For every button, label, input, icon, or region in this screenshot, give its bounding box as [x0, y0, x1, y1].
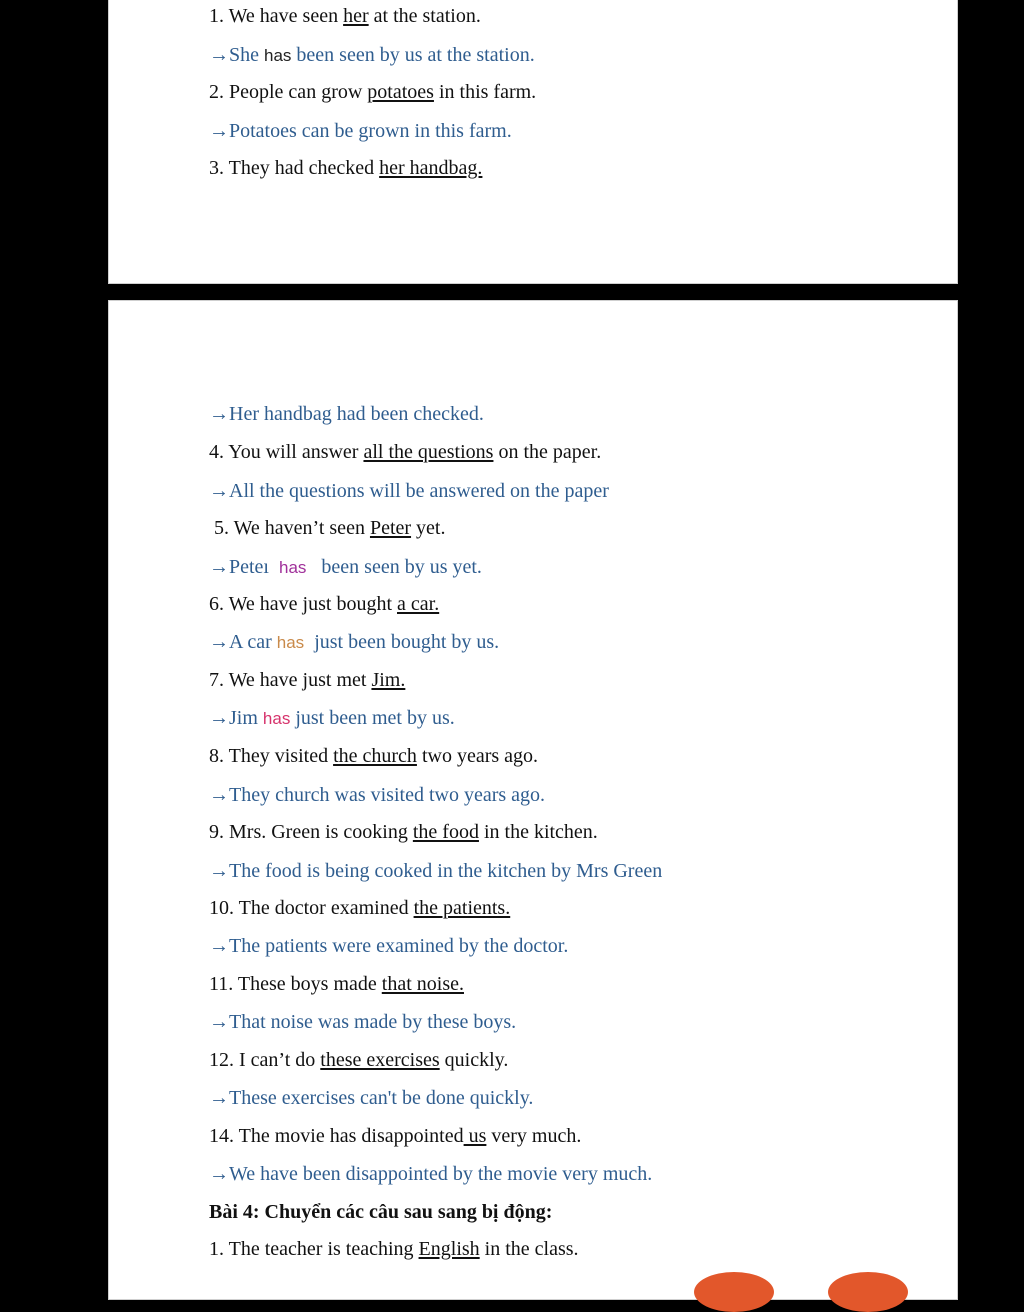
question-1: 1. We have seen her at the station. — [209, 5, 481, 27]
exercise-4-question-1: 1. The teacher is teaching English in the class. — [209, 1238, 579, 1260]
answer-7: →Jim has just been met by us. — [209, 707, 455, 729]
answer-14: →We have been disappointed by the movie very much. — [209, 1163, 653, 1185]
answer-4: →All the questions will be answered on the paper — [209, 480, 609, 502]
handwritten-has: has — [264, 46, 292, 65]
question-12: 12. I can’t do these exercises quickly. — [209, 1049, 509, 1071]
answer-2: →Potatoes can be grown in this farm. — [209, 120, 512, 142]
question-5: 5. We haven’t seen Peter yet. — [214, 517, 446, 539]
orange-button-partial[interactable] — [828, 1272, 908, 1312]
question-2: 2. People can grow potatoes in this farm. — [209, 81, 537, 103]
section-title: Bài 4: Chuyển các câu sau sang bị động: — [209, 1201, 553, 1223]
answer-5: →Peteı has been seen by us yet. — [209, 556, 482, 578]
answer-10: →The patients were examined by the doctor. — [209, 935, 569, 957]
question-10: 10. The doctor examined the patients. — [209, 897, 511, 919]
question-4: 4. You will answer all the questions on the paper. — [209, 441, 602, 463]
question-7: 7. We have just met Jim. — [209, 669, 406, 691]
answer-12: →These exercises can't be done quickly. — [209, 1087, 534, 1109]
question-14: 14. The movie has disappointed us very much. — [209, 1125, 582, 1147]
orange-button-partial[interactable] — [694, 1272, 774, 1312]
answer-11: →That noise was made by these boys. — [209, 1011, 517, 1033]
question-11: 11. These boys made that noise. — [209, 973, 464, 995]
question-3: 3. They had checked her handbag. — [209, 157, 483, 179]
question-8: 8. They visited the church two years ago. — [209, 745, 539, 767]
handwritten-has: has — [262, 709, 291, 728]
answer-1: →She has been seen by us at the station. — [209, 44, 535, 66]
answer-8: →They church was visited two years ago. — [209, 784, 546, 806]
answer-3: →Her handbag had been checked. — [209, 403, 484, 425]
answer-6: →A car has just been bought by us. — [209, 631, 500, 653]
handwritten-has: has — [279, 558, 307, 577]
handwritten-has: has — [276, 633, 305, 652]
answer-9: →The food is being cooked in the kitchen by Mrs Green — [209, 860, 663, 882]
question-6: 6. We have just bought a car. — [209, 593, 440, 615]
question-9: 9. Mrs. Green is cooking the food in the kitchen. — [209, 821, 598, 843]
